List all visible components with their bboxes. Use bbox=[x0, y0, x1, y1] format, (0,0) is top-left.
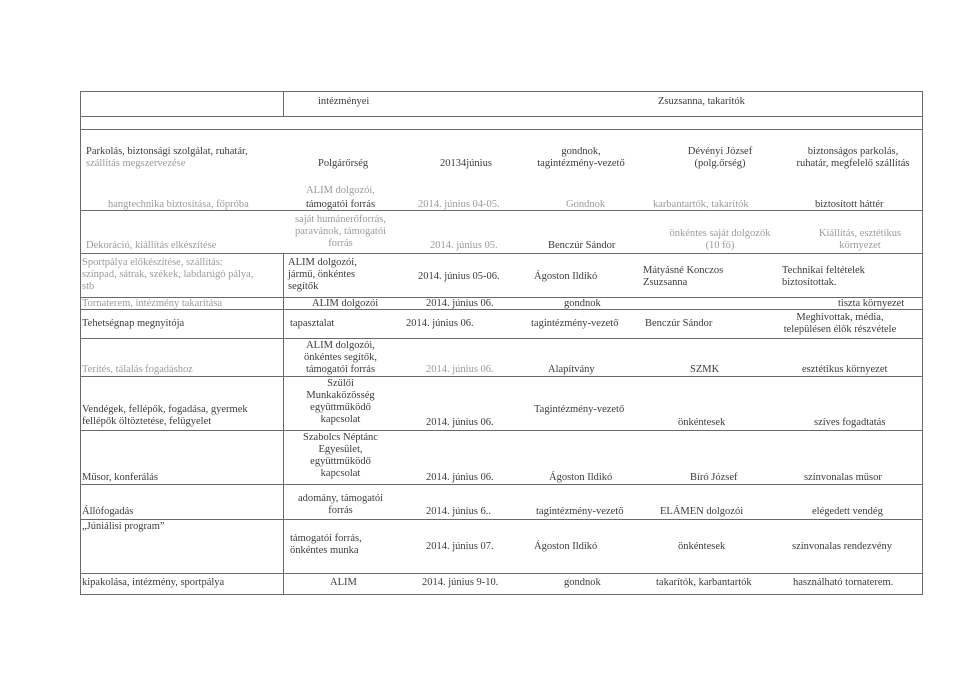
participant-cell: ELÁMEN dolgozói bbox=[660, 506, 744, 517]
date-cell: 2014. június 06. bbox=[426, 298, 494, 309]
resource-cell: adomány, támogatói forrás bbox=[297, 493, 384, 516]
participant-cell: önkéntesek bbox=[678, 417, 726, 428]
date-cell: 20134június bbox=[440, 158, 492, 169]
column-divider bbox=[80, 91, 81, 594]
resource-cell: Szülői Munkaközösség együttműködő kapcsolat bbox=[306, 378, 375, 425]
participant-cell: karbantartók, takarítók bbox=[653, 199, 749, 210]
row-divider bbox=[80, 594, 923, 595]
participant-cell: Benczúr Sándor bbox=[645, 318, 713, 329]
responsible-cell: tagintézmény-vezető bbox=[531, 318, 619, 329]
row-divider bbox=[80, 116, 923, 117]
resource-cell: Szabolcs Néptánc Egyesület, együttműködő kapcsolat bbox=[303, 432, 378, 479]
resource-cell: ALIM dolgozói, jármű, önkéntes segítők bbox=[288, 257, 357, 292]
header-cell-zsuzsanna: Zsuzsanna, takarítók bbox=[658, 96, 745, 107]
result-cell: Kiállítás, esztétikus környezet bbox=[818, 228, 902, 251]
date-cell: 2014. június 07. bbox=[426, 541, 494, 552]
resource-cell: saját humánerőforrás, paravánok, támogatói forrás bbox=[295, 214, 386, 249]
participant-cell: takarítók, karbantartók bbox=[656, 577, 752, 588]
date-cell: 2014. június 05-06. bbox=[418, 271, 500, 282]
resource-cell: ALIM bbox=[330, 577, 357, 588]
responsible-cell: Gondnok bbox=[566, 199, 606, 210]
date-cell: 2014. június 06. bbox=[426, 364, 494, 375]
row-divider bbox=[80, 376, 923, 377]
result-cell: biztonságos parkolás, ruhatár, megfelelő szállítás bbox=[796, 146, 910, 169]
task-cell: Parkolás, biztonsági szolgálat, ruhatár, szállítás megszervezése bbox=[86, 146, 248, 169]
task-cell: hangtechnika biztosítása, főpróba bbox=[108, 199, 249, 210]
participant-cell: önkéntes saját dolgozók (10 fő) bbox=[669, 228, 771, 251]
result-cell: tiszta környezet bbox=[838, 298, 905, 309]
responsible-cell: tagintézmény-vezető bbox=[536, 506, 624, 517]
task-cell: Állófogadás bbox=[82, 506, 134, 517]
date-cell: 2014. június 06. bbox=[426, 472, 494, 483]
date-cell: 2014. június 04-05. bbox=[418, 199, 500, 210]
task-cell: „Júniálisi program” bbox=[82, 521, 165, 532]
participant-cell: önkéntesek bbox=[678, 541, 726, 552]
task-cell: Vendégek, fellépők, fogadása, gyermek fellépők öltöztetése, felügyelet bbox=[82, 404, 248, 427]
resource-cell: ALIM dolgozói bbox=[312, 298, 379, 309]
row-divider bbox=[80, 519, 923, 520]
participant-cell: SZMK bbox=[690, 364, 720, 375]
task-cell: Tornaterem, intézmény takarítása bbox=[82, 298, 223, 309]
participant-cell: Mátyásné Konczos Zsuzsanna bbox=[643, 265, 724, 288]
responsible-cell: gondnok bbox=[564, 298, 601, 309]
row-divider bbox=[80, 129, 923, 130]
task-cell: Sportpálya előkészítése, szállítás: színpad, sátrak, székek, labdarúgó pálya, stb bbox=[82, 257, 254, 292]
result-cell: Technikai feltételek biztosítottak. bbox=[782, 265, 865, 288]
participant-cell: Bíró József bbox=[690, 472, 738, 483]
resource-cell: ALIM dolgozói, támogatói forrás bbox=[305, 185, 376, 210]
responsible-cell: Benczúr Sándor bbox=[548, 240, 616, 251]
result-cell: használható tornaterem. bbox=[793, 577, 894, 588]
result-cell: színvonalas műsor bbox=[804, 472, 882, 483]
responsible-cell: gondnok, tagintézmény-vezető bbox=[537, 146, 625, 169]
date-cell: 2014. június 06. bbox=[406, 318, 474, 329]
resource-cell: ALIM dolgozói, önkéntes segítők, támogatói forrás bbox=[304, 340, 377, 375]
column-divider bbox=[922, 91, 923, 594]
row-divider bbox=[80, 253, 923, 254]
row-divider bbox=[80, 573, 923, 574]
task-cell: Dekoráció, kiállítás elkészítése bbox=[86, 240, 217, 251]
task-cell: kipakolása, intézmény, sportpálya bbox=[82, 577, 225, 588]
task-cell: Terítés, tálalás fogadáshoz bbox=[82, 364, 193, 375]
task-cell: Tehetségnap megnyitója bbox=[82, 318, 185, 329]
row-divider bbox=[80, 91, 923, 92]
date-cell: 2014. június 05. bbox=[430, 240, 498, 251]
responsible-cell: Ágoston Ildikó bbox=[534, 541, 598, 552]
column-divider bbox=[283, 91, 284, 116]
responsible-cell: gondnok bbox=[564, 577, 601, 588]
date-cell: 2014. június 9-10. bbox=[422, 577, 499, 588]
date-cell: 2014. június 6.. bbox=[426, 506, 492, 517]
resource-cell: Polgárőrség bbox=[318, 158, 369, 169]
header-cell-intezmenyei: intézményei bbox=[318, 96, 370, 107]
responsible-cell: Ágoston Ildikó bbox=[534, 271, 598, 282]
result-cell: esztétikus környezet bbox=[802, 364, 888, 375]
result-cell: biztosított háttér bbox=[815, 199, 884, 210]
result-cell: szíves fogadtatás bbox=[814, 417, 886, 428]
responsible-cell: Ágoston Ildikó bbox=[549, 472, 613, 483]
result-cell: színvonalas rendezvény bbox=[792, 541, 893, 552]
responsible-cell: Alapítvány bbox=[548, 364, 595, 375]
responsible-cell: Tagintézmény-vezető bbox=[534, 404, 625, 415]
resource-cell: támogatói forrás, önkéntes munka bbox=[290, 533, 362, 556]
result-cell: Meghívottak, média, településen élők részvétele bbox=[783, 312, 897, 335]
column-divider bbox=[283, 253, 284, 297]
row-divider bbox=[80, 338, 923, 339]
row-divider bbox=[80, 484, 923, 485]
task-cell: Műsor, konferálás bbox=[82, 472, 158, 483]
result-cell: elégedett vendég bbox=[812, 506, 883, 517]
resource-cell: tapasztalat bbox=[290, 318, 335, 329]
date-cell: 2014. június 06. bbox=[426, 417, 494, 428]
row-divider bbox=[80, 430, 923, 431]
participant-cell: Dévényi József (polg.őrség) bbox=[687, 146, 753, 169]
